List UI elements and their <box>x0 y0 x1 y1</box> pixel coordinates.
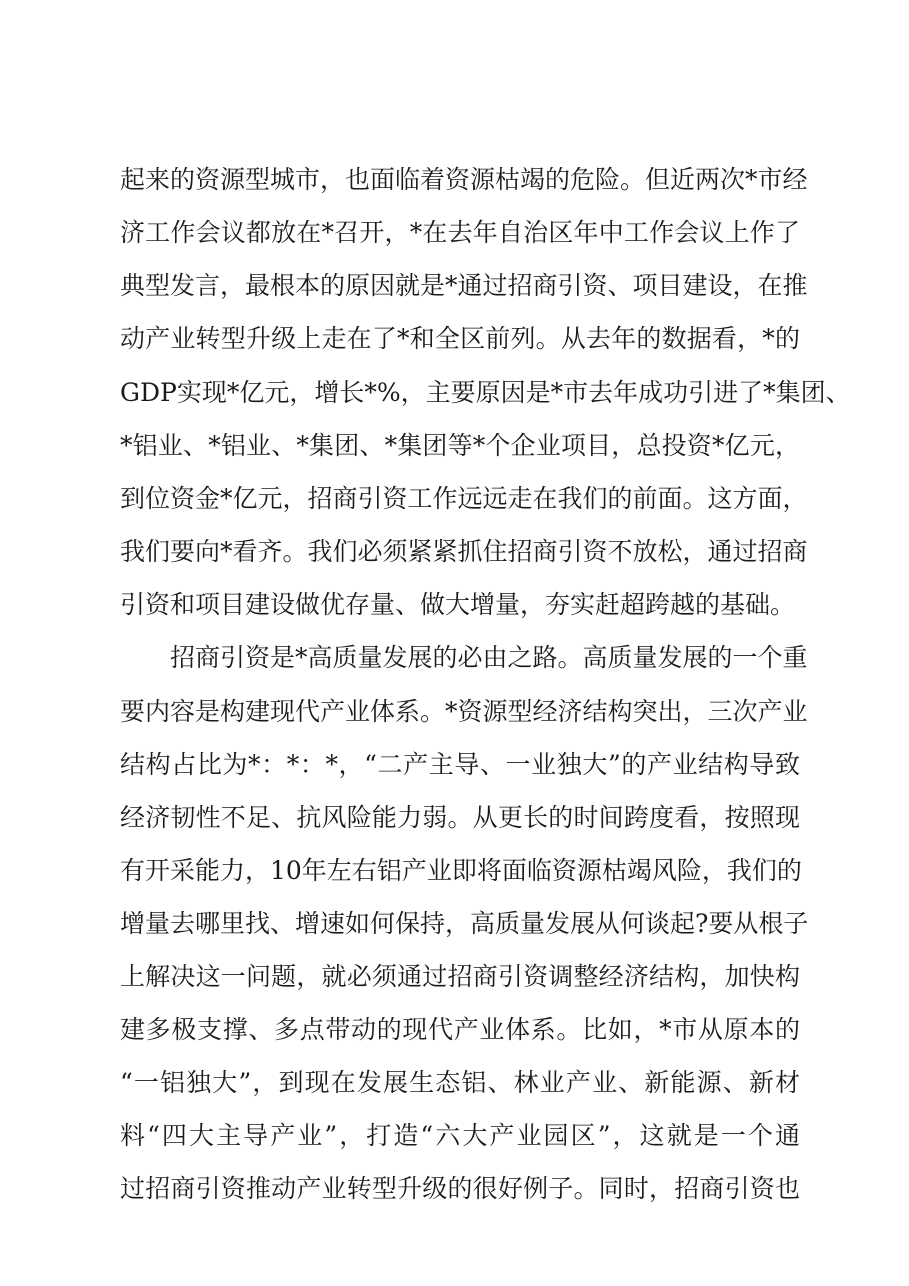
text-line: 我们要向*看齐。我们必须紧紧抓住招商引资不放松，通过招商 <box>120 537 808 566</box>
text-line: *铝业、*铝业、*集团、*集团等*个企业项目，总投资*亿元， <box>120 431 800 460</box>
text-line: 引资和项目建设做优存量、做大增量，夯实赶超跨越的基础。 <box>120 590 796 619</box>
text-line: 典型发言，最根本的原因就是*通过招商引资、项目建设，在推 <box>120 271 808 300</box>
text-line: 建多极支撑、多点带动的现代产业体系。比如，*市从原本的 <box>120 1015 800 1044</box>
text-line: 济工作会议都放在*召开，*在去年自治区年中工作会议上作了 <box>120 218 800 247</box>
text-line: 有开采能力，10年左右铝产业即将面临资源枯竭风险，我们的 <box>120 856 802 885</box>
text-line: “一铝独大”，到现在发展生态铝、林业产业、新能源、新材 <box>120 1068 800 1097</box>
text-line: 结构占比为*：*：*，“二产主导、一业独大”的产业结构导致 <box>120 750 800 779</box>
text-line: 动产业转型升级上走在了*和全区前列。从去年的数据看，*的 <box>120 324 800 353</box>
text-line: 料“四大主导产业”，打造“六大产业园区”，这就是一个通 <box>120 1121 800 1150</box>
text-line: 增量去哪里找、增速如何保持，高质量发展从何谈起?要从根子 <box>120 909 809 938</box>
paragraph-first-line: 招商引资是*高质量发展的必由之路。高质量发展的一个重 <box>170 643 808 672</box>
text-line: 要内容是构建现代产业体系。*资源型经济结构突出，三次产业 <box>120 697 808 726</box>
text-line: 过招商引资推动产业转型升级的很好例子。同时，招商引资也 <box>120 1174 800 1203</box>
text-line: 到位资金*亿元，招商引资工作远远走在我们的前面。这方面， <box>120 484 808 513</box>
text-line: 起来的资源型城市，也面临着资源枯竭的危险。但近两次*市经 <box>120 165 808 194</box>
text-line: 经济韧性不足、抗风险能力弱。从更长的时间跨度看，按照现 <box>120 803 800 832</box>
text-line: GDP实现*亿元，增长*%，主要原因是*市去年成功引进了*集团、 <box>120 378 851 407</box>
text-line: 上解决这一问题，就必须通过招商引资调整经济结构，加快构 <box>120 962 800 991</box>
